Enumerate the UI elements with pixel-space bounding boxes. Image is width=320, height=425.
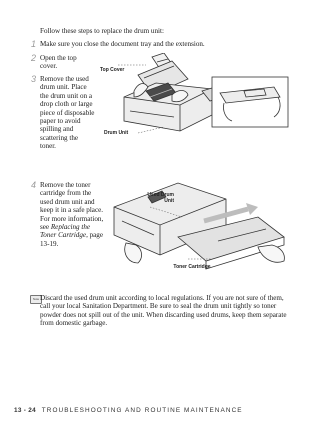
step-4-number: 4 [31,180,37,190]
page-footer [14,407,243,414]
step-4-reference: Replacing the Toner Cartridge [40,223,91,240]
intro-text: Follow these steps to replace the drum unit: [40,27,164,35]
callout-used-drum-unit: Used Drum Unit [147,192,174,204]
page-number: 13 - 24 [14,407,36,414]
note-icon-label: Note [32,297,40,301]
step-3-text: Remove the used drum unit. Place the drum unit on a drop cloth or large piece of disposable paper to avoid spilling and scattering the toner. [40,75,95,151]
callout-drum-unit: Drum Unit [104,130,129,136]
step-1-text: Make sure you close the document tray and the extension. [40,40,205,48]
step-3-number: 3 [31,74,37,84]
step-4-text [40,181,104,248]
callout-toner-cartridge: Toner Cartridge [173,264,211,270]
step-4-text-after: , page 13-19. [40,231,104,248]
callout-top-cover: Top Cover [100,67,125,73]
step-2-text: Open the top cover. [40,54,77,71]
step-1-number: 1 [31,39,37,49]
note-text: Discard the used drum unit according to local regulations. If you are not sure of them, call your local Sanitation Department. Be sure to seal the drum unit tightly so toner powder does not spill out of the unit. When discarding used drums, keep them separate from domestic garbage. [40,294,287,328]
section-title: TROUBLESHOOTING AND ROUTINE MAINTENANCE [41,407,243,414]
step-4-text-before: Remove the toner cartridge from the used drum unit and keep it in a safe place. For more information, see [40,181,104,232]
step-2-number: 2 [31,53,37,63]
